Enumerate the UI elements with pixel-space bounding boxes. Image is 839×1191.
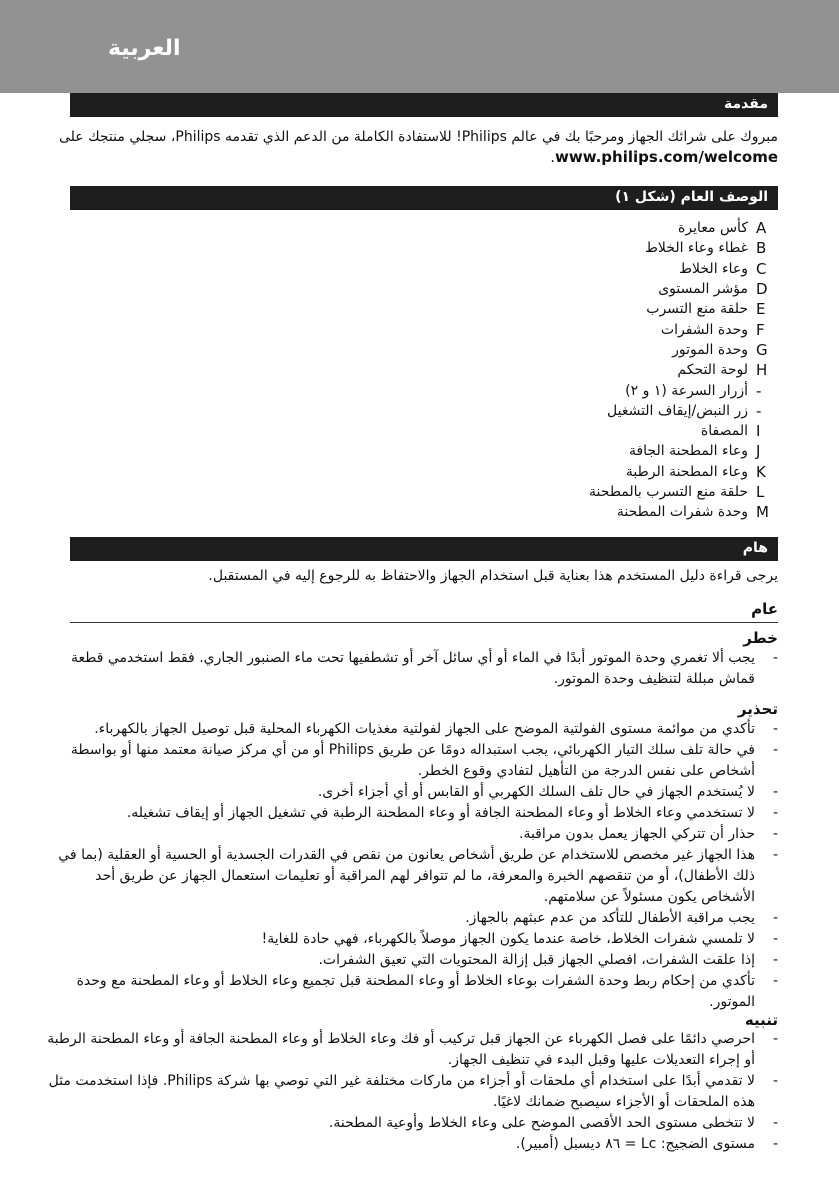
part-label: وعاء الخلاط xyxy=(679,260,748,277)
caution-line: هذه الملحقات أو الأجزاء سيصبح ضمانك لاغيًا. xyxy=(492,1094,755,1110)
warning-bullet xyxy=(58,719,778,740)
section-title-important: هام xyxy=(742,540,768,556)
welcome-link[interactable]: www.philips.com/welcome xyxy=(555,148,778,166)
part-item xyxy=(589,360,778,380)
warning-bullet xyxy=(58,845,778,908)
part-item xyxy=(589,279,778,299)
part-item xyxy=(589,482,778,502)
danger-title: خطر xyxy=(743,629,778,647)
part-letter: E xyxy=(756,300,766,319)
part-label: وحدة الموتور xyxy=(672,341,748,358)
warning-bullet xyxy=(58,782,778,803)
part-item xyxy=(589,299,778,319)
warning-line: - تأكدي من موائمة مستوى الفولتية الموضح على الجهاز لفولتية مغذيات الكهرباء المحلية قبل توصيل الجهاز بالكهرباء. xyxy=(94,721,755,737)
warning-bullet xyxy=(58,908,778,929)
language-label: العربية xyxy=(108,36,181,61)
part-letter: K xyxy=(756,462,766,481)
danger-line: - يجب ألا تغمري وحدة الموتور أبدًا في الماء أو أي سائل آخر أو تشطفيها تحت ماء الصنبور الجاري. فقط استخدمي قطعة xyxy=(70,650,755,666)
part-letter: C xyxy=(756,259,767,278)
part-label: حلقة منع التسرب بالمطحنة xyxy=(589,484,748,500)
warning-line: - في حالة تلف سلك التيار الكهربائي، يجب استبداله دومًا عن طريق Philips أو من أي مركز صيانة معتمد منها أو بواسطة xyxy=(70,742,755,758)
part-letter: M xyxy=(756,503,769,522)
warning-line: أشخاص على نفس الدرجة من التأهيل لتفادي وقوع الخطر. xyxy=(417,763,755,779)
warning-line: - هذا الجهاز غير مخصص للاستخدام عن طريق أشخاص يعانون من نقص في القدرات الجسدية أو الحسية أو العقلية (بما في xyxy=(58,847,755,863)
warning-title: تحذير xyxy=(737,700,778,718)
part-label: وعاء المطحنة الرطبة xyxy=(625,463,748,480)
warning-line: - لا يُستخدم الجهاز في حال تلف السلك الكهربي أو القابس أو أي أجزاء أخرى. xyxy=(317,784,755,800)
part-item xyxy=(589,259,778,279)
part-letter: A xyxy=(756,219,767,238)
part-letter: F xyxy=(756,320,765,339)
caution-line: - احرصي دائمًا على فصل الكهرباء عن الجهاز قبل تركيب أو فك وعاء الخلاط أو وعاء المطحنة الجافة أو وعاء المطحنة الرطبة xyxy=(47,1031,755,1047)
caution-bullet xyxy=(47,1134,778,1155)
caution-bullet xyxy=(47,1113,778,1134)
welcome-url[interactable] xyxy=(550,148,778,166)
danger-list xyxy=(71,648,778,690)
part-label: وحدة شفرات المطحنة xyxy=(616,504,748,521)
part-letter: - xyxy=(756,401,762,420)
section-bar-overview xyxy=(70,186,778,210)
part-item xyxy=(589,421,778,441)
intro-end: . xyxy=(550,148,555,166)
part-item xyxy=(589,441,778,461)
language-tab xyxy=(0,0,839,93)
warning-line: - يجب مراقبة الأطفال للتأكد من عدم عبثهم بالجهاز. xyxy=(465,910,755,926)
caution-line: أو إجراء التعديلات عليها وقبل البدء في تنظيف الجهاز. xyxy=(447,1052,755,1068)
part-label: وعاء المطحنة الجافة xyxy=(628,443,748,460)
part-item xyxy=(589,462,778,482)
part-item xyxy=(589,401,778,421)
warning-line: - تأكدي من إحكام ربط وحدة الشفرات بوعاء الخلاط أو وعاء المطحنة قبل تجميع وعاء الخلاط أو وعاء المطحنة مع وحدة xyxy=(76,973,755,989)
caution-line: - لا تقدمي أبدًا على استخدام أي ملحقات أو أجزاء من ماركات مختلفة غير التي توصي بها شركة Philips. فإذا استخدمت مثل xyxy=(48,1073,755,1089)
part-letter: G xyxy=(756,340,768,359)
section-bar-important xyxy=(70,537,778,561)
part-label: زر النبض/إيقاف التشغيل xyxy=(607,402,748,419)
general-title: عام xyxy=(751,600,778,618)
parts-list xyxy=(589,218,778,522)
part-item xyxy=(589,502,778,522)
part-item xyxy=(589,218,778,238)
part-label: أزرار السرعة (١ و ٢) xyxy=(625,382,748,399)
warning-list xyxy=(58,719,778,1013)
part-item xyxy=(589,319,778,339)
part-letter: L xyxy=(756,483,765,501)
warning-bullet xyxy=(58,971,778,1013)
important-intro: يرجى قراءة دليل المستخدم هذا بعناية قبل استخدام الجهاز والاحتفاظ به للرجوع إليه في المستقبل. xyxy=(208,568,778,584)
part-letter: I xyxy=(756,422,761,441)
part-label: المصفاة xyxy=(700,423,748,440)
warning-bullet xyxy=(58,740,778,782)
caution-list xyxy=(47,1029,778,1155)
part-label: وحدة الشفرات xyxy=(660,321,748,338)
warning-line: ذلك الأطفال)، أو من تنقصهم الخبرة والمعرفة، ما لم تتوافر لهم المراقبة أو تعليمات استعمال الجهاز عن طريق أحد xyxy=(95,868,755,884)
caution-bullet xyxy=(47,1071,778,1113)
caution-line: - لا تتخطى مستوى الحد الأقصى الموضح على وعاء الخلاط وأوعية المطحنة. xyxy=(328,1115,755,1131)
part-letter: J xyxy=(756,442,761,461)
warning-line: - إذا علقت الشفرات، افصلي الجهاز قبل إزالة المحتويات التي تعيق الشفرات. xyxy=(318,952,755,968)
danger-bullet xyxy=(71,648,778,690)
part-letter: H xyxy=(756,361,768,380)
part-label: غطاء وعاء الخلاط xyxy=(644,240,748,257)
section-title-intro: مقدمة xyxy=(724,96,768,112)
part-label: لوحة التحكم xyxy=(677,362,748,379)
part-letter: D xyxy=(756,280,768,299)
warning-line: - حذار أن تتركي الجهاز يعمل بدون مراقبة. xyxy=(519,826,755,842)
intro-line: مبروك على شرائك الجهاز ومرحبًا بك في عالم Philips! للاستفادة الكاملة من الدعم الذي تقدمه Philips، سجلي منتجك على xyxy=(58,129,778,145)
part-label: حلقة منع التسرب xyxy=(646,301,748,318)
part-letter: - xyxy=(756,381,762,400)
warning-bullet xyxy=(58,803,778,824)
warning-line: - لا تلمسي شفرات الخلاط، خاصة عندما يكون الجهاز موصلاً بالكهرباء، فهي حادة للغاية! xyxy=(261,931,755,947)
danger-line: قماش مبللة لتنظيف وحدة الموتور. xyxy=(553,671,755,687)
warning-line: الموتور. xyxy=(709,994,755,1010)
warning-bullet xyxy=(58,929,778,950)
caution-line: - مستوى الضجيج: Lc = ٨٦ ديسبل (أمبير). xyxy=(515,1136,755,1152)
general-heading xyxy=(70,600,778,623)
warning-line: الأشخاص يكون مسئولاً عن سلامتهم. xyxy=(543,889,755,905)
warning-line: - لا تستخدمي وعاء الخلاط أو وعاء المطحنة الجافة أو وعاء المطحنة الرطبة في تشغيل الجهاز أو إيقاف تشغيله. xyxy=(126,805,755,821)
part-item xyxy=(589,238,778,258)
part-label: كأس معايرة xyxy=(678,220,748,237)
caution-title: تنبيه xyxy=(744,1011,778,1029)
warning-bullet xyxy=(58,824,778,845)
part-item xyxy=(589,380,778,400)
part-item xyxy=(589,340,778,360)
part-letter: B xyxy=(756,239,767,258)
section-title-overview: الوصف العام (شكل ١) xyxy=(615,189,768,205)
caution-bullet xyxy=(47,1029,778,1071)
warning-bullet xyxy=(58,950,778,971)
part-label: مؤشر المستوى xyxy=(658,281,748,298)
section-bar-intro xyxy=(70,93,778,117)
